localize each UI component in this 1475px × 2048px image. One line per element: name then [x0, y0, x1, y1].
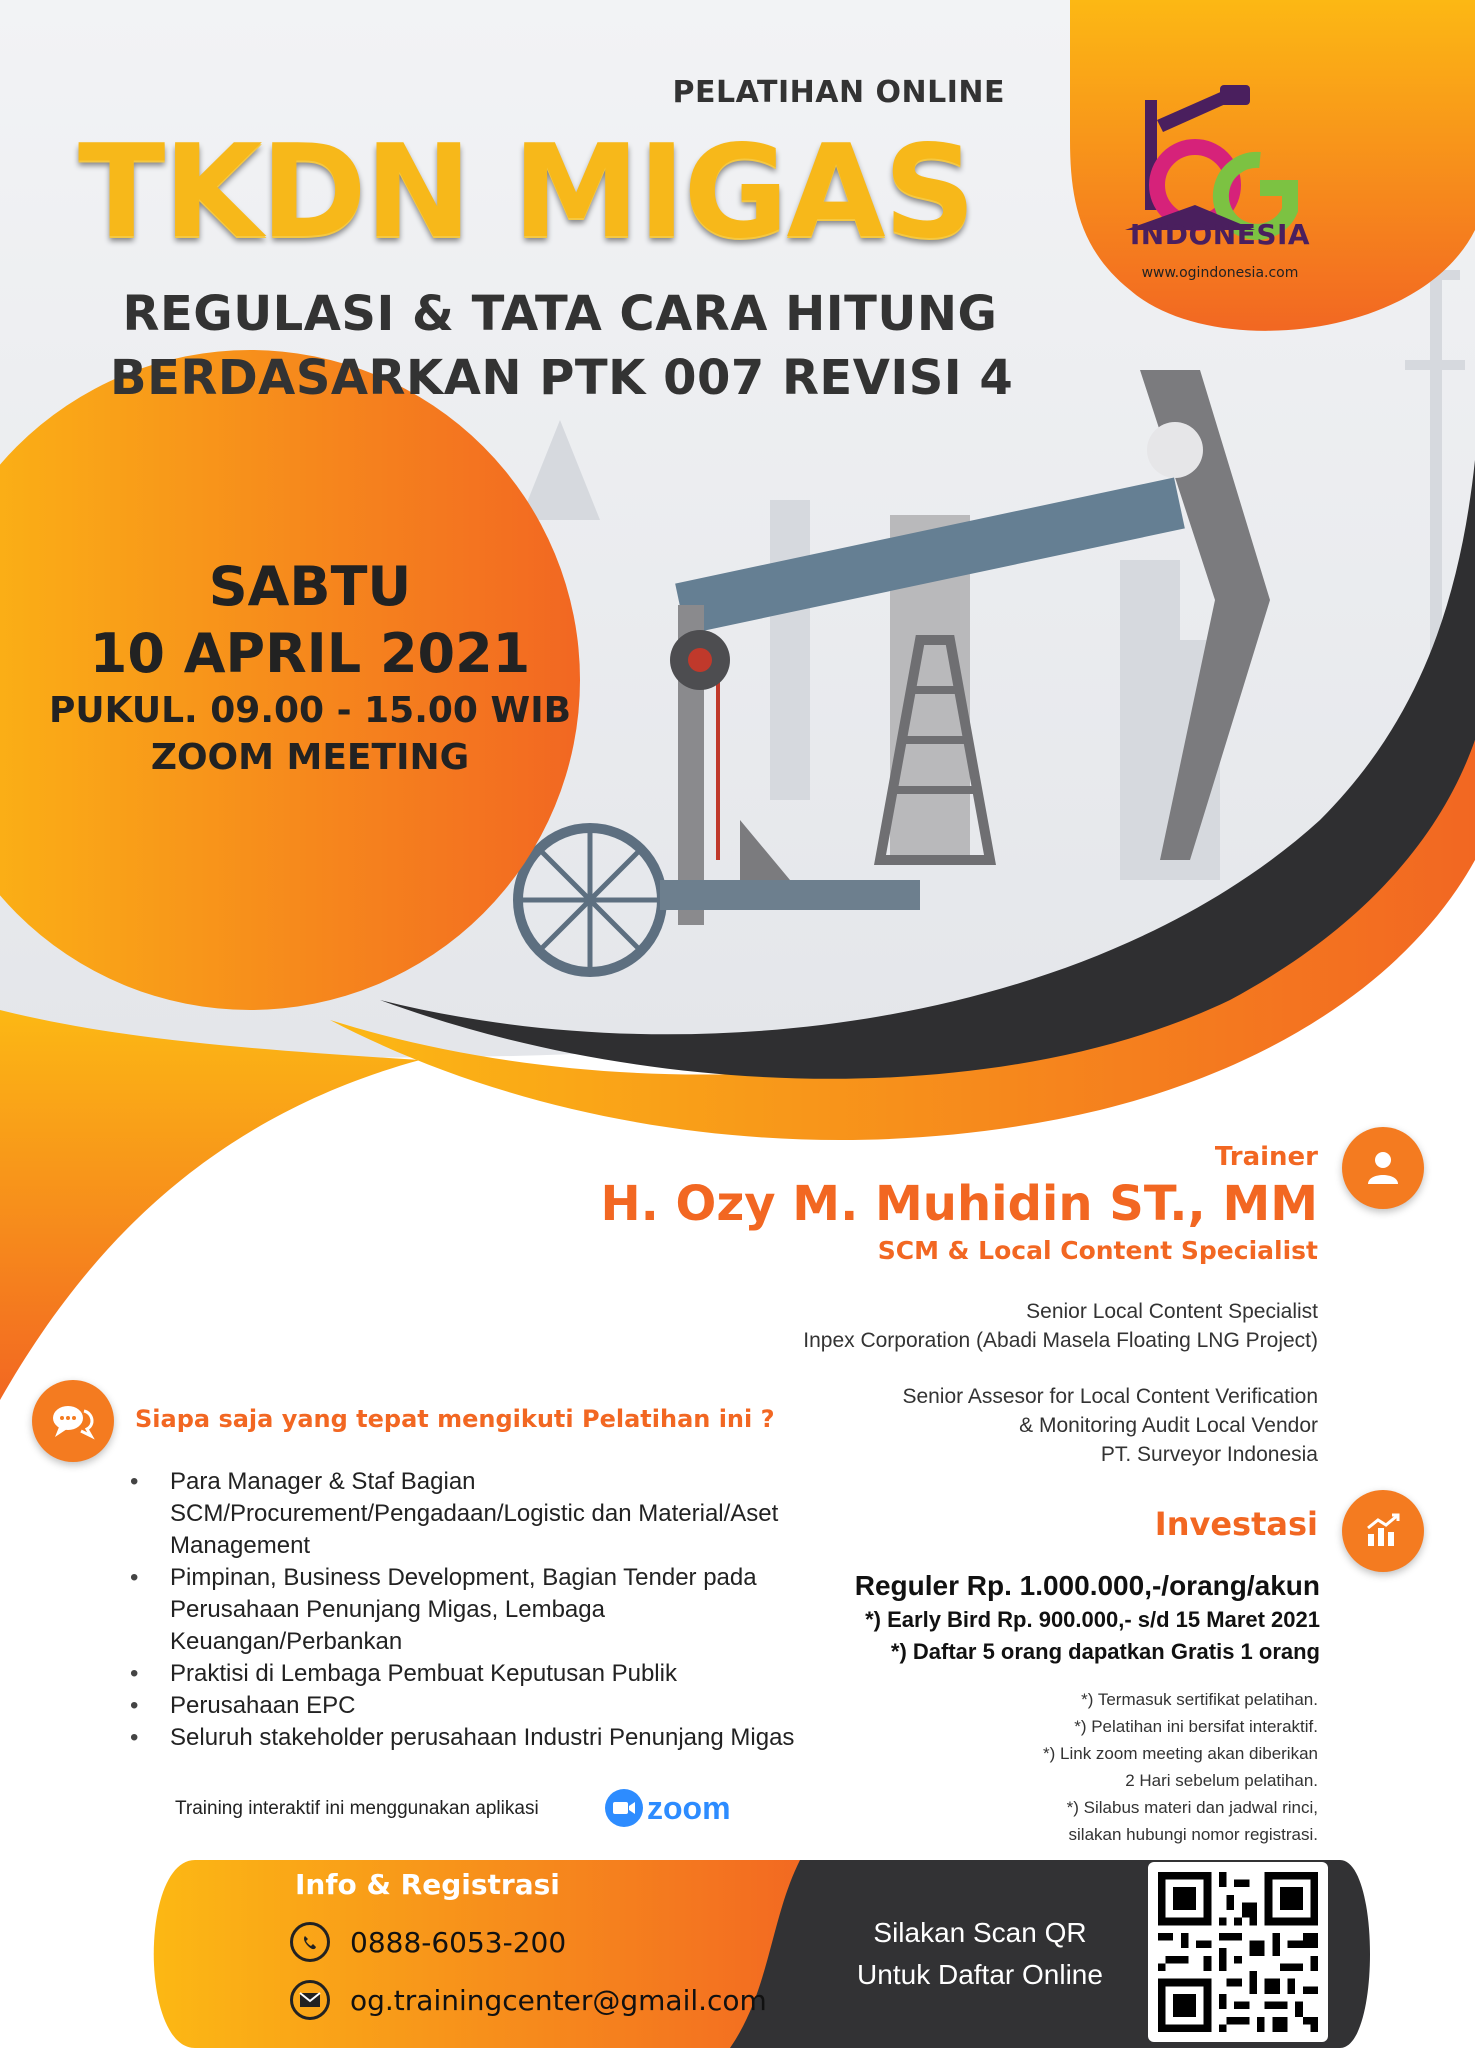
whatsapp-icon: [290, 1922, 330, 1962]
price-regular: Reguler Rp. 1.000.000,-/orang/akun: [854, 1570, 1320, 1601]
topic-line-2: BERDASARKAN PTK 007 REVISI 4: [110, 350, 1014, 406]
phone-number[interactable]: 0888-6053-200: [350, 1925, 567, 1959]
note-item: 2 Hari sebelum pelatihan.: [1125, 1771, 1318, 1790]
registration-title: Info & Registrasi: [295, 1868, 560, 1901]
mail-icon: [290, 1980, 330, 2020]
trainer-label: Trainer: [1214, 1142, 1318, 1172]
list-item: • Seluruh stakeholder perusahaan Industri Penunjang Migas: [130, 1722, 830, 1754]
zoom-note: Training interaktif ini menggunakan aplikasi: [175, 1798, 539, 1819]
scan-line-1: Silakan Scan QR: [873, 1917, 1087, 1948]
event-title: TKDN MIGAS: [78, 118, 974, 267]
trainer-experience-1-title: Senior Local Content Specialist: [1026, 1300, 1318, 1323]
trainer-experience-2-detail: & Monitoring Audit Local Vendor: [1019, 1414, 1318, 1437]
contact-email[interactable]: [290, 1980, 767, 2020]
user-icon: [1363, 1148, 1403, 1188]
trainer-experience-1-org: Inpex Corporation (Abadi Masela Floating LNG Project): [803, 1329, 1318, 1352]
event-day: SABTU: [208, 555, 412, 618]
note-item: *) Link zoom meeting akan diberikan: [1043, 1744, 1318, 1763]
note-item: *) Silabus materi dan jadwal rinci,: [1066, 1798, 1318, 1817]
note-item: *) Pelatihan ini bersifat interaktif.: [1074, 1717, 1318, 1736]
event-time: PUKUL. 09.00 - 15.00 WIB: [48, 690, 572, 731]
note-item: silakan hubungi nomor registrasi.: [1068, 1825, 1318, 1844]
audience-list: [130, 1466, 830, 1754]
trainer-experience-2: [700, 1382, 1318, 1469]
price-group-offer: *) Daftar 5 orang dapatkan Gratis 1 orang: [890, 1639, 1320, 1664]
event-subtitle: PELATIHAN ONLINE: [672, 75, 1005, 110]
zoom-logo: [605, 1788, 735, 1828]
contact-phone[interactable]: [290, 1922, 566, 1962]
note-item: *) Termasuk sertifikat pelatihan.: [1081, 1690, 1318, 1709]
trainer-experience-1: [700, 1297, 1318, 1355]
investment-badge: [1342, 1490, 1424, 1572]
audience-badge: [32, 1380, 114, 1462]
trainer-badge: [1342, 1127, 1424, 1209]
trainer-role: SCM & Local Content Specialist: [877, 1236, 1318, 1265]
investment-label: Investasi: [1154, 1505, 1318, 1543]
zoom-wordmark: zoom: [647, 1789, 731, 1826]
trainer-experience-2-org: PT. Surveyor Indonesia: [1100, 1443, 1318, 1466]
scan-instruction: [830, 1912, 1130, 1996]
email-address[interactable]: og.trainingcenter@gmail.com: [350, 1983, 767, 2017]
zoom-camera-icon: [605, 1789, 643, 1827]
trainer-experience-2-title: Senior Assesor for Local Content Verification: [902, 1385, 1318, 1408]
list-item: • Perusahaan EPC: [130, 1690, 830, 1722]
logo-url[interactable]: www.ogindonesia.com: [1141, 265, 1299, 281]
logo-name: INDONESIA: [1129, 218, 1311, 251]
audience-title: Siapa saja yang tepat mengikuti Pelatihan ini ?: [135, 1405, 775, 1433]
scan-line-2: Untuk Daftar Online: [857, 1959, 1103, 1990]
trainer-name: H. Ozy M. Muhidin ST., MM: [600, 1176, 1318, 1232]
list-item: • Praktisi di Lembaga Pembuat Keputusan Publik: [130, 1658, 830, 1690]
price-early-bird: *) Early Bird Rp. 900.000,- s/d 15 Maret 2021: [865, 1607, 1320, 1632]
event-date: 10 APRIL 2021: [89, 622, 531, 685]
qr-code-icon: [1158, 1872, 1318, 2032]
topic-line-1: REGULASI & TATA CARA HITUNG: [122, 286, 998, 342]
registration-qr[interactable]: [1148, 1862, 1328, 2042]
notes-list: [900, 1686, 1318, 1848]
event-platform: ZOOM MEETING: [150, 737, 470, 778]
chart-icon: [1362, 1510, 1404, 1552]
og-indonesia-logo: [1105, 80, 1335, 290]
list-item: • Para Manager & Staf Bagian SCM/Procurement/Pengadaan/Logistic dan Material/Aset Management: [130, 1466, 830, 1562]
list-item: • Pimpinan, Business Development, Bagian Tender pada Perusahaan Penunjang Migas, Lembaga Keuangan/Perbankan: [130, 1562, 830, 1658]
chat-icon: [51, 1401, 95, 1441]
